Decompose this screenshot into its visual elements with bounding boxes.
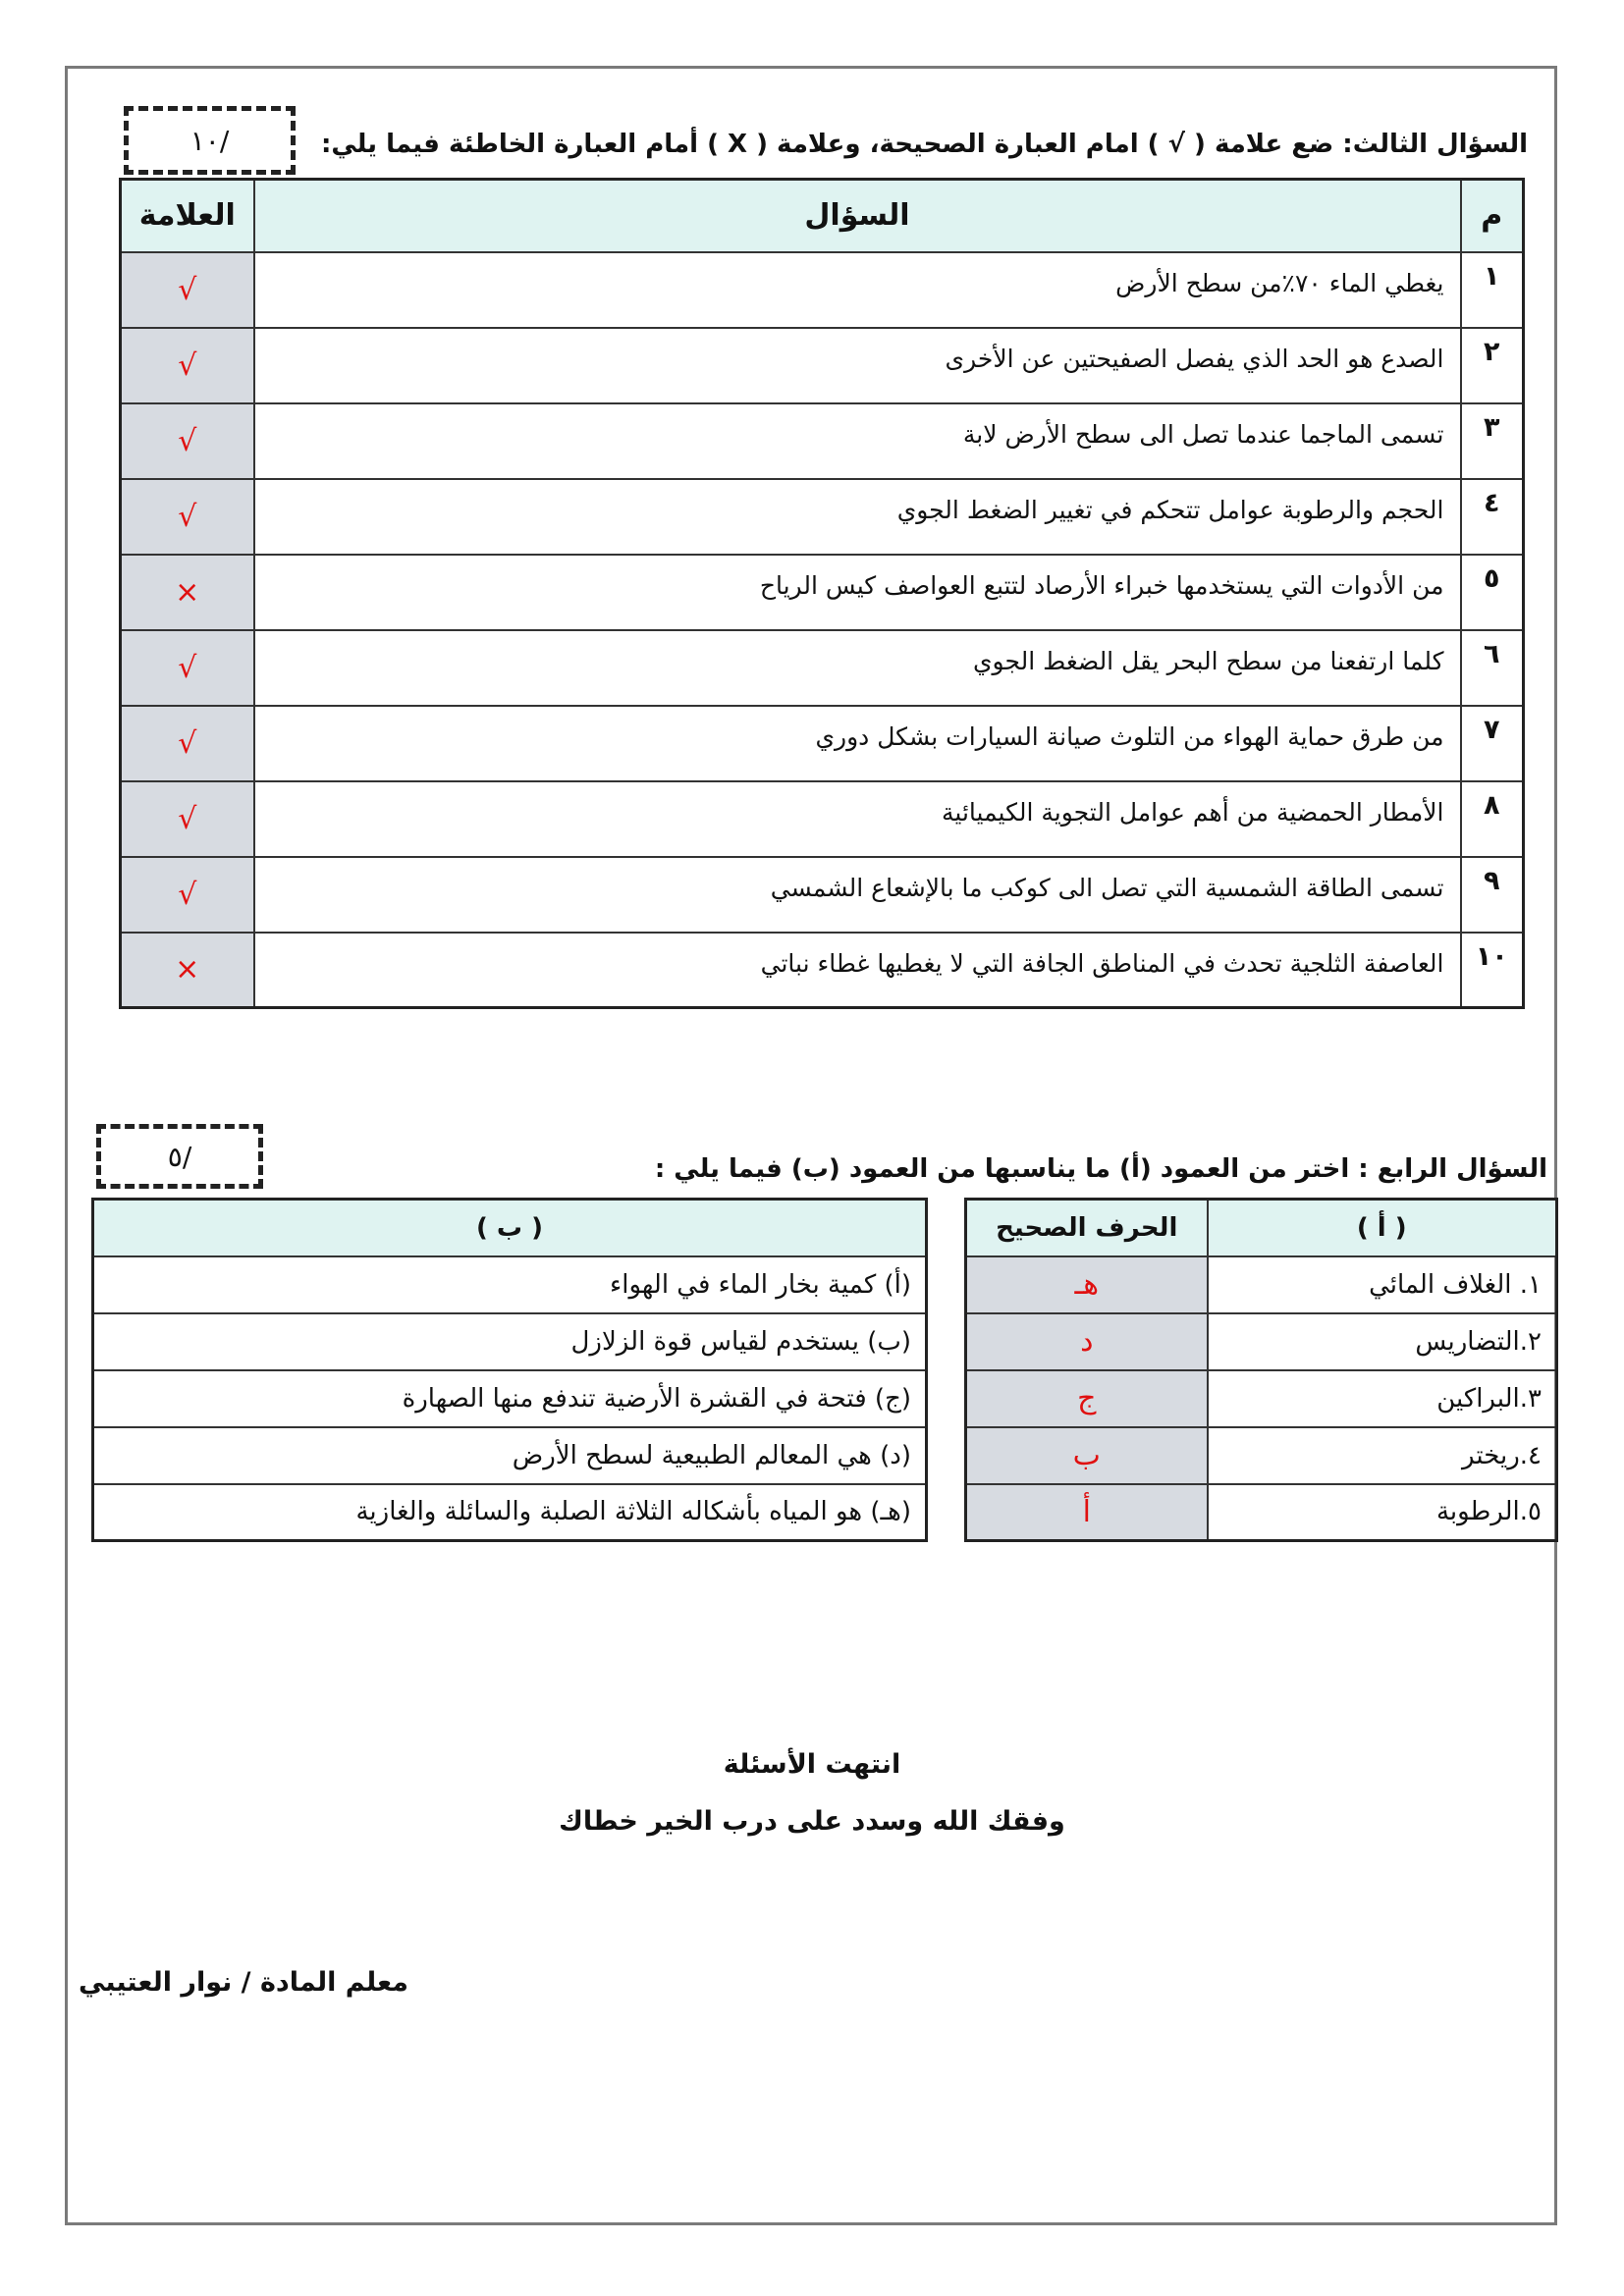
table-row (121, 252, 1524, 328)
answer-letter: هـ (966, 1256, 1208, 1313)
column-a-item: ٣.البراكين (1208, 1370, 1557, 1427)
column-b-item: (د) هي المعالم الطبيعية لسطح الأرض (93, 1427, 927, 1484)
table-row (93, 1484, 927, 1541)
answer-mark: √ (121, 328, 254, 403)
q4-score-box: /٥ (96, 1124, 263, 1189)
table-row (966, 1427, 1557, 1484)
answer-mark: √ (121, 630, 254, 706)
column-a-item: ١. الغلاف المائي (1208, 1256, 1557, 1313)
column-a-item: ٥.الرطوبة (1208, 1484, 1557, 1541)
answer-mark: √ (121, 252, 254, 328)
answer-mark: √ (121, 403, 254, 479)
row-number: ١ (1461, 252, 1524, 328)
statement: تسمى الطاقة الشمسية التي تصل الى كوكب ما بالإشعاع الشمسي (254, 857, 1461, 933)
row-number: ٧ (1461, 706, 1524, 781)
column-b-item: (هـ) هو المياه بأشكاله الثلاثة الصلبة والسائلة والغازية (93, 1484, 927, 1541)
column-a-item: ٤.ريختر (1208, 1427, 1557, 1484)
table-row (121, 857, 1524, 933)
q3-header-mark: العلامة (121, 180, 254, 252)
closing-line-2: وفقك الله وسدد على درب الخير خطاك (559, 1806, 1065, 1837)
closing-line-1: انتهت الأسئلة (723, 1749, 901, 1780)
answer-mark: √ (121, 781, 254, 857)
answer-mark: √ (121, 479, 254, 555)
table-row (121, 706, 1524, 781)
column-b-item: (ج) فتحة في القشرة الأرضية تندفع منها الصهارة (93, 1370, 927, 1427)
table-row (121, 403, 1524, 479)
q3-table (119, 178, 1525, 1009)
column-a-item: ٢.التضاريس (1208, 1313, 1557, 1370)
statement: الأمطار الحمضية من أهم عوامل التجوية الكيميائية (254, 781, 1461, 857)
answer-letter: د (966, 1313, 1208, 1370)
row-number: ٢ (1461, 328, 1524, 403)
row-number: ١٠ (1461, 933, 1524, 1008)
table-row (121, 555, 1524, 630)
column-b-header: ( ب ) (93, 1200, 927, 1256)
answer-header: الحرف الصحيح (966, 1200, 1208, 1256)
q4-column-a-table (964, 1198, 1558, 1542)
row-number: ٣ (1461, 403, 1524, 479)
answer-mark: √ (121, 706, 254, 781)
answer-mark: × (121, 555, 254, 630)
table-row (93, 1313, 927, 1370)
q3-header-question: السؤال (254, 180, 1461, 252)
table-row (93, 1427, 927, 1484)
table-row (966, 1370, 1557, 1427)
table-row (93, 1256, 927, 1313)
q4-title: السؤال الرابع : اختر من العمود (أ) ما يناسبها من العمود (ب) فيما يلي : (654, 1154, 1547, 1184)
statement: تسمى الماجما عندما تصل الى سطح الأرض لابة (254, 403, 1461, 479)
statement: العاصفة الثلجية تحدث في المناطق الجافة التي لا يغطيها غطاء نباتي (254, 933, 1461, 1008)
table-row (121, 781, 1524, 857)
answer-letter: أ (966, 1484, 1208, 1541)
q3-score-box: /١٠ (124, 106, 296, 175)
statement: يغطي الماء ٧٠٪من سطح الأرض (254, 252, 1461, 328)
table-row (93, 1370, 927, 1427)
row-number: ٦ (1461, 630, 1524, 706)
statement: الصدع هو الحد الذي يفصل الصفيحتين عن الأخرى (254, 328, 1461, 403)
table-row (121, 933, 1524, 1008)
column-a-header: ( أ ) (1208, 1200, 1557, 1256)
column-b-item: (أ) كمية بخار الماء في الهواء (93, 1256, 927, 1313)
table-row (121, 479, 1524, 555)
table-row (966, 1313, 1557, 1370)
row-number: ٨ (1461, 781, 1524, 857)
teacher-signature: معلم المادة / نوار العتيبي (79, 1967, 408, 1998)
row-number: ٥ (1461, 555, 1524, 630)
table-row (121, 630, 1524, 706)
table-row (966, 1484, 1557, 1541)
statement: من الأدوات التي يستخدمها خبراء الأرصاد لتتبع العواصف كيس الرياح (254, 555, 1461, 630)
answer-mark: × (121, 933, 254, 1008)
answer-mark: √ (121, 857, 254, 933)
q3-header-num: م (1461, 180, 1524, 252)
answer-letter: ج (966, 1370, 1208, 1427)
q4-column-b-table (91, 1198, 928, 1542)
row-number: ٤ (1461, 479, 1524, 555)
statement: الحجم والرطوبة عوامل تتحكم في تغيير الضغط الجوي (254, 479, 1461, 555)
statement: كلما ارتفعنا من سطح البحر يقل الضغط الجوي (254, 630, 1461, 706)
row-number: ٩ (1461, 857, 1524, 933)
column-b-item: (ب) يستخدم لقياس قوة الزلازل (93, 1313, 927, 1370)
q3-title: السؤال الثالث: ضع علامة ( √ ) امام العبارة الصحيحة، وعلامة ( Χ ) أمام العبارة الخاطئة فيما يلي: (320, 130, 1528, 159)
statement: من طرق حماية الهواء من التلوث صيانة السيارات بشكل دوري (254, 706, 1461, 781)
table-row (966, 1256, 1557, 1313)
table-row (121, 328, 1524, 403)
answer-letter: ب (966, 1427, 1208, 1484)
